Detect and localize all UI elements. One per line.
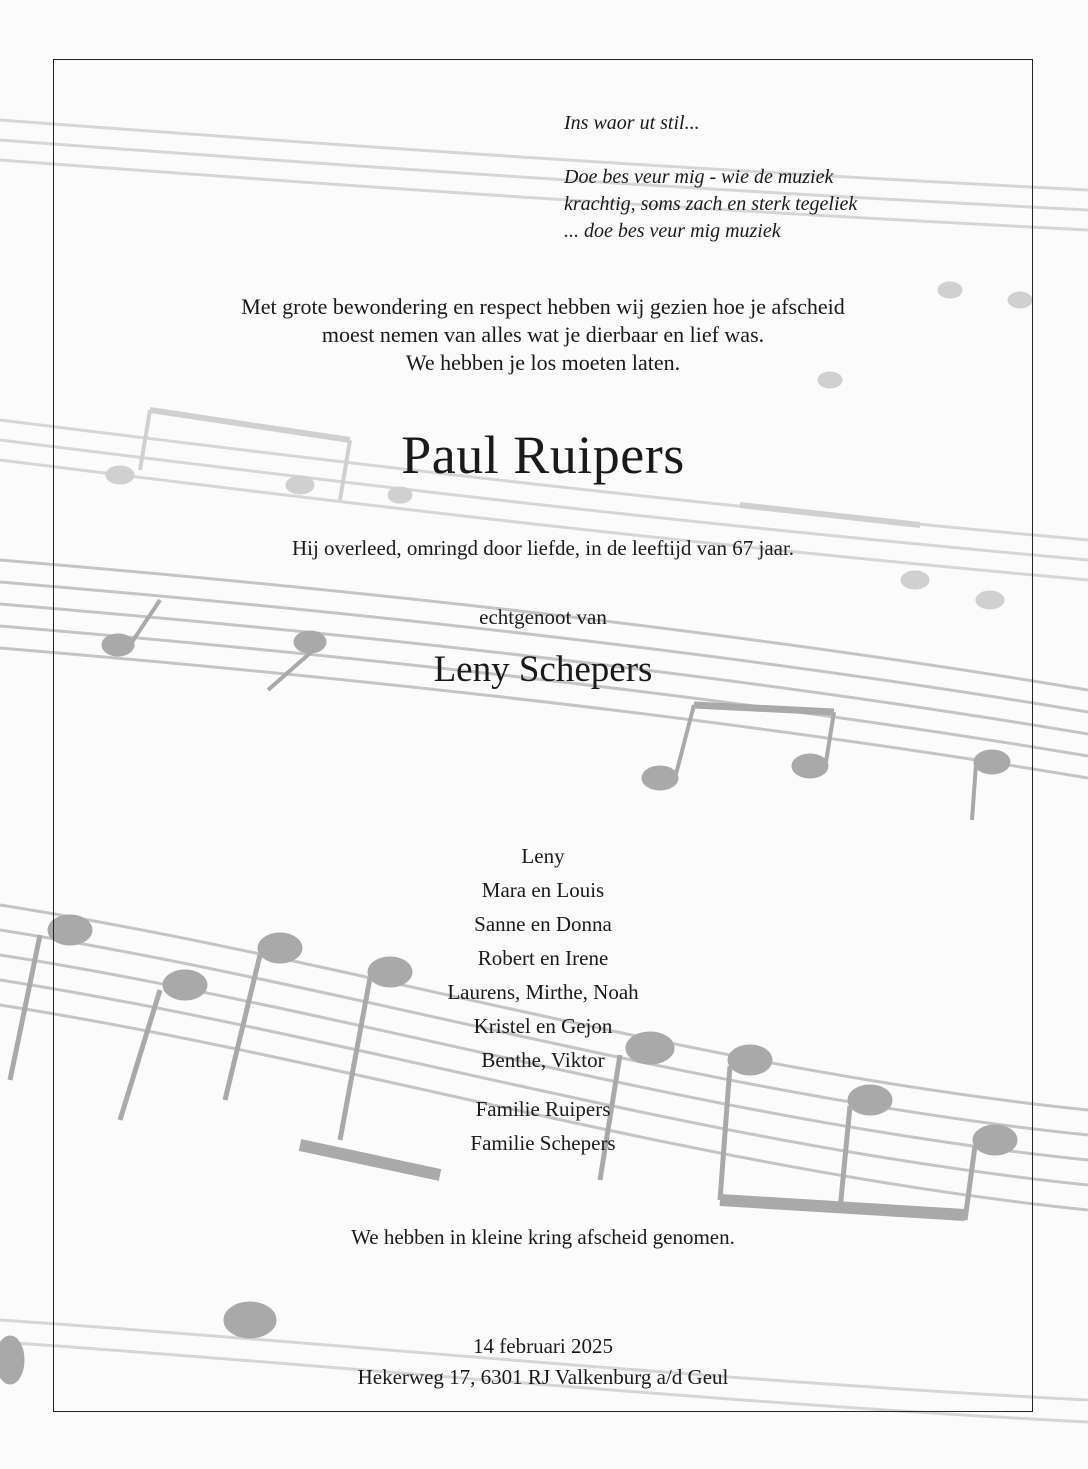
- spouse-name: Leny Schepers: [433, 649, 653, 690]
- deceased-name: Paul Ruipers: [401, 425, 685, 485]
- notice-border: [53, 59, 1033, 1412]
- relatives-family: Familie Ruipers: [475, 1097, 611, 1121]
- family-list: [53, 839, 1033, 1077]
- footer: [53, 1331, 1033, 1393]
- intro-line: Met grote bewondering en respect hebben wij gezien hoe je afscheid: [241, 294, 845, 319]
- intro-line: moest nemen van alles wat je dierbaar en lief was.: [321, 322, 765, 347]
- notice-address: Hekerweg 17, 6301 RJ Valkenburg a/d Geul: [357, 1365, 729, 1389]
- poem: [564, 110, 984, 245]
- poem-line: Ins waor ut stil...: [564, 112, 700, 134]
- poem-line: Doe bes veur mig - wie de muziek: [564, 166, 834, 188]
- intro-line: We hebben je los moeten laten.: [405, 350, 681, 375]
- relatives-list: [53, 1092, 1033, 1160]
- relatives-family: Familie Schepers: [470, 1131, 616, 1155]
- poem-line: ... doe bes veur mig muziek: [564, 220, 781, 242]
- death-notice: Hij overleed, omringd door liefde, in de leeftijd van 67 jaar.: [291, 536, 795, 560]
- closing-text: We hebben in kleine kring afscheid genomen.: [351, 1225, 735, 1249]
- spouse-label: echtgenoot van: [479, 605, 607, 629]
- family-member: Leny: [521, 844, 565, 868]
- family-member: Kristel en Gejon: [473, 1014, 613, 1038]
- family-member: Laurens, Mirthe, Noah: [447, 980, 639, 1004]
- family-member: Benthe, Viktor: [481, 1048, 605, 1072]
- notice-date: 14 februari 2025: [473, 1334, 613, 1358]
- family-member: Robert en Irene: [477, 946, 609, 970]
- family-member: Mara en Louis: [481, 878, 605, 902]
- poem-line: krachtig, soms zach en sterk tegeliek: [564, 193, 858, 215]
- intro-text: [53, 293, 1033, 377]
- family-member: Sanne en Donna: [474, 912, 612, 936]
